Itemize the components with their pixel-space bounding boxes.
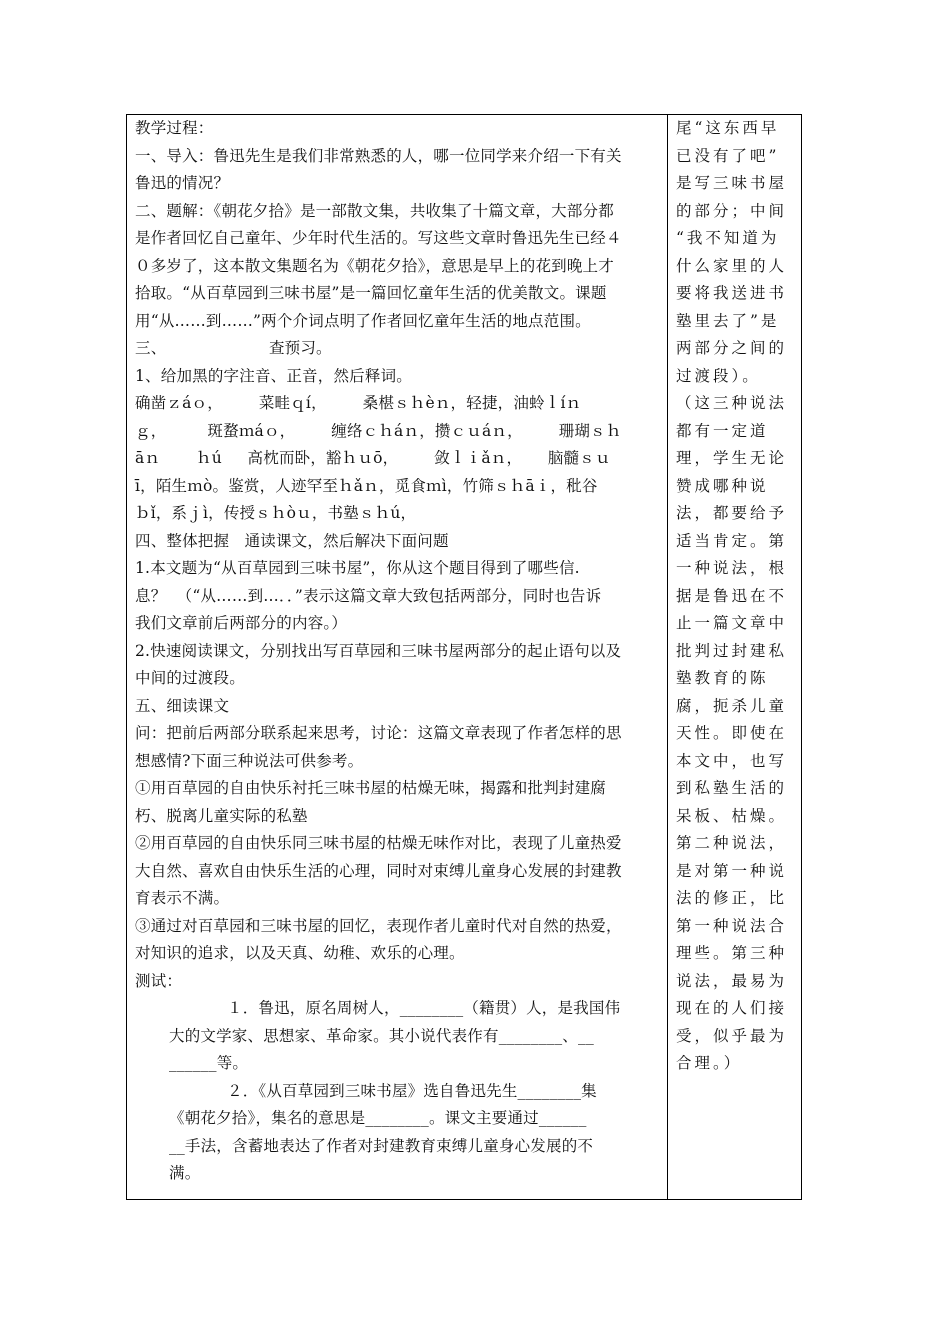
- text-line: 2.快速阅读课文，分别找出写百草园和三味书屋两部分的起止语句以及: [135, 641, 622, 660]
- note-line: 适当肯定。第: [676, 531, 788, 550]
- note-line: 据是鲁迅在不: [676, 586, 788, 605]
- note-line: （这三种说法: [676, 394, 788, 412]
- note-line: 都有一定道: [676, 421, 769, 440]
- text-line: 确凿ｚáｏ， 菜畦ｑí， 桑椹ｓｈèｎ，轻捷，油蛉ｌíｎ: [135, 394, 582, 412]
- text-line: 教学过程：: [135, 119, 214, 137]
- text-line: ī，陌生ｍò。鉴赏，人迹罕至ｈǎｎ，觅食ｍì，竹筛ｓｈāｉ，秕谷: [135, 476, 598, 495]
- note-line: 现在的人们接: [676, 999, 788, 1017]
- note-line: 什么家里的人: [676, 256, 788, 275]
- text-line: 四、整体把握 通读课文，然后解决下面问题: [135, 531, 449, 550]
- text-line: ③通过对百草园和三味书屋的回忆，表现作者儿童时代对自然的热爱，: [135, 916, 622, 935]
- text-line: 二、题解：《朝花夕拾》是一部散文集，共收集了十篇文章，大部分都: [135, 201, 614, 220]
- note-line: 腐，扼杀儿童: [676, 696, 788, 715]
- text-line: ①用百草园的自由快乐衬托三味书屋的枯燥无味，揭露和批判封建腐: [135, 779, 607, 797]
- text-line: 测试：: [135, 971, 183, 990]
- text-line: āｎ ｈú 高枕而卧，豁ｈｕō， 敛ｌｉǎｎ， 脑髓ｓｕ: [135, 449, 611, 467]
- text-line: 育表示不满。: [135, 889, 230, 907]
- note-line: 塾里去了”是: [676, 311, 780, 330]
- text-line: ②用百草园的自由快乐同三味书屋的枯燥无味作对比，表现了儿童热爱: [135, 834, 622, 852]
- note-line: 法，都要给予: [676, 504, 788, 522]
- note-line: 合理。）: [676, 1054, 743, 1072]
- note-line: 是写三味书屋: [676, 174, 788, 192]
- note-line: “我不知道为: [676, 229, 780, 247]
- note-line: 尾“这东西早: [676, 119, 780, 137]
- note-line: 理些。第三种: [676, 944, 788, 962]
- text-line: 一、导入：鲁迅先生是我们非常熟悉的人，哪一位同学来介绍一下有关: [135, 146, 622, 165]
- test-question-line: 满。: [169, 1164, 201, 1182]
- text-line: ｂǐ，系ｊì，传授ｓｈòｕ，书塾ｓｈú，: [135, 504, 417, 522]
- test-question-line: __手法，含蓄地表达了作者对封建教育束缚儿童身心发展的不: [169, 1136, 594, 1155]
- note-line: 赞成哪种说: [676, 476, 769, 495]
- lesson-table: [126, 114, 802, 1200]
- note-line: 受，似乎最为: [676, 1026, 788, 1045]
- note-line: 过渡段）。: [676, 366, 761, 385]
- note-line: 法的修正，比: [676, 889, 788, 907]
- test-question-line: 《朝花夕拾》，集名的意思是________。课文主要通过______: [169, 1109, 587, 1127]
- note-line: 说法，最易为: [676, 971, 788, 990]
- note-line: 到私塾生活的: [676, 779, 788, 797]
- note-line: 天性。即使在: [676, 724, 788, 742]
- text-line: 想感情?下面三种说法可供参考。: [135, 751, 364, 770]
- text-line: ０多岁了，这本散文集题名为《朝花夕拾》，意思是早上的花到晚上才: [135, 256, 614, 275]
- text-line: 我们文章前后两部分的内容。）: [135, 614, 348, 632]
- text-line: 问：把前后两部分联系起来思考，讨论：这篇文章表现了作者怎样的思: [135, 724, 622, 742]
- note-line: 呆板、枯燥。: [676, 806, 788, 825]
- text-line: ｇ， 斑蝥ｍáｏ， 缠络ｃｈáｎ，攒ｃｕáｎ， 珊瑚ｓｈ: [135, 421, 622, 440]
- note-line: 塾教育的陈: [676, 669, 769, 687]
- note-line: 一种说法，根: [676, 559, 788, 577]
- note-line: 第一种说法合: [676, 916, 788, 935]
- notes-cell: [668, 115, 801, 1199]
- text-line: 朽、脱离儿童实际的私塾: [135, 806, 308, 825]
- text-line: 五、细读课文: [135, 696, 230, 715]
- test-question-line: １．鲁迅，原名周树人，________（籍贯）人，是我国伟: [227, 999, 621, 1017]
- text-line: 息？ （“从……到…．．”表示这篇文章大致包括两部分，同时也告诉: [135, 586, 602, 605]
- text-line: 对知识的追求，以及天真、幼稚、欢乐的心理。: [135, 944, 465, 962]
- text-line: 三、 查预习。: [135, 339, 332, 357]
- note-line: 止一篇文章中: [676, 614, 788, 632]
- note-line: 已没有了吧”: [676, 146, 780, 165]
- note-line: 两部分之间的: [676, 339, 788, 357]
- teaching-process-cell: [127, 115, 668, 1199]
- text-line: 大自然、喜欢自由快乐生活的心理，同时对束缚儿童身心发展的封建教: [135, 861, 622, 880]
- text-line: 1.本文题为“从百草园到三味书屋”，你从这个题目得到了哪些信.: [135, 559, 580, 577]
- text-line: 鲁迅的情况？: [135, 174, 230, 192]
- text-line: 是作者回忆自己童年、少年时代生活的。写这些文章时鲁迅先生已经４: [135, 229, 622, 247]
- test-question-line: ２．《从百草园到三味书屋》选自鲁迅先生________集: [227, 1081, 597, 1100]
- test-question-line: ______等。: [169, 1054, 249, 1072]
- note-line: 本文中，也写: [676, 751, 788, 770]
- text-line: 用“从……到……”两个介词点明了作者回忆童年生活的地点范围。: [135, 311, 591, 330]
- note-line: 批判过封建私: [676, 641, 788, 660]
- note-line: 理，学生无论: [676, 449, 788, 467]
- note-line: 第二种说法，: [676, 834, 788, 852]
- text-line: 1、给加黑的字注音、正音，然后释词。: [135, 366, 412, 385]
- test-question-line: 大的文学家、思想家、革命家。其小说代表作有________、__: [169, 1026, 594, 1045]
- note-line: 要将我送进书: [676, 284, 788, 302]
- text-line: 拾取。“从百草园到三味书屋”是一篇回忆童年生活的优美散文。课题: [135, 284, 607, 302]
- note-line: 的部分；中间: [676, 201, 788, 220]
- note-line: 是对第一种说: [676, 861, 788, 880]
- text-line: 中间的过渡段。: [135, 669, 245, 687]
